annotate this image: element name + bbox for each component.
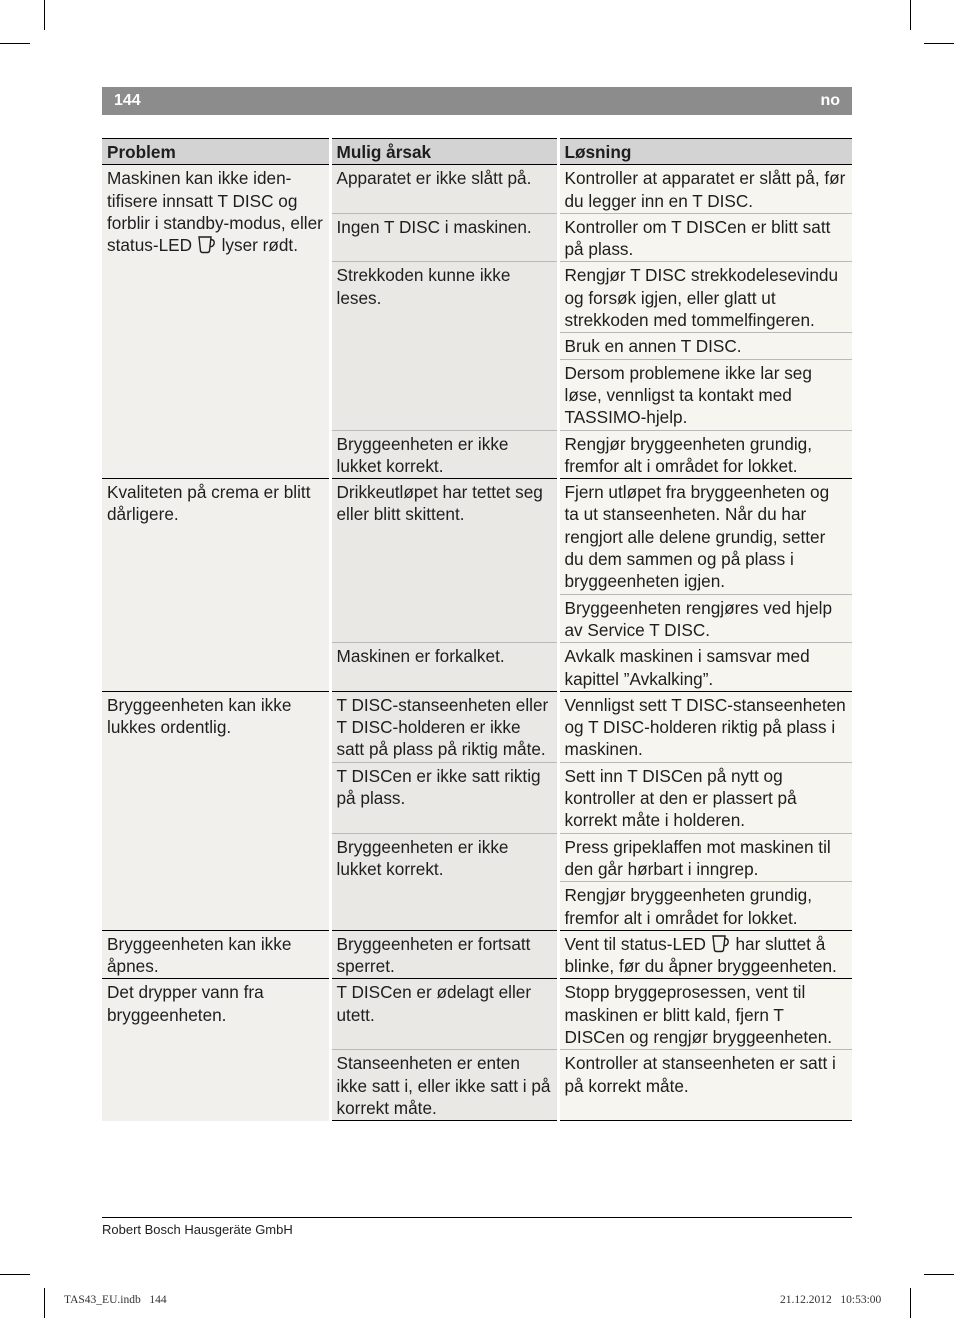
cup-led-icon	[197, 234, 217, 254]
table-row	[102, 691, 852, 762]
page-header-bar	[102, 87, 852, 115]
crop-mark	[910, 1288, 911, 1318]
solution-cell: Sett inn T DISCen på nytt og kontroller at den er plassert på korrekt måte i holderen.	[558, 762, 852, 833]
page-number: 144	[114, 92, 141, 109]
table-row	[102, 165, 852, 214]
solution-cell: Kontroller at apparatet er slått på, før du legger inn en T DISC.	[558, 165, 852, 214]
print-slug-datetime: 21.12.2012 10:53:00	[780, 1294, 882, 1306]
solution-cell: Bruk en annen T DISC.	[558, 333, 852, 359]
language-code: no	[820, 92, 840, 109]
troubleshooting-table	[102, 138, 852, 1121]
cause-cell: T DISCen er ikke satt riktig på plass.	[330, 762, 558, 833]
crop-mark	[44, 1288, 45, 1318]
cause-cell: Stanseenheten er enten ikke satt i, eller ikke satt i på korrekt måte.	[330, 1050, 558, 1121]
solution-cell: Avkalk maskinen i samsvar med kapittel ”Avkalking”.	[558, 643, 852, 692]
cause-cell: Bryggeenheten er fortsatt sperret.	[330, 930, 558, 979]
solution-cell: Press gripeklaffen mot maskinen til den går hørbart i inngrep.	[558, 833, 852, 882]
solution-cell: Stopp bryggeprosessen, vent til maskinen er blitt kald, fjern T DISCen og rengjør bryggeenheten.	[558, 979, 852, 1050]
solution-cell: Kontroller om T DISCen er blitt satt på plass.	[558, 213, 852, 262]
cause-cell: Bryggeenheten er ikke lukket korrekt.	[330, 430, 558, 479]
table-row	[102, 979, 852, 1050]
problem-cell: Det drypper vann fra bryggeenheten.	[102, 979, 330, 1121]
cause-cell: Strekkoden kunne ikke leses.	[330, 262, 558, 430]
cause-cell: T DISC-stanseenheten eller T DISC-holderen er ikke satt på plass på riktig måte.	[330, 691, 558, 762]
column-header-solution: Løsning	[558, 139, 852, 165]
crop-mark	[924, 43, 954, 44]
column-header-problem: Problem	[102, 139, 330, 165]
table-row	[102, 479, 852, 594]
cause-cell: Bryggeenheten er ikke lukket korrekt.	[330, 833, 558, 930]
crop-mark	[910, 0, 911, 30]
crop-mark	[0, 1274, 30, 1275]
crop-mark	[924, 1274, 954, 1275]
solution-cell: Rengjør bryggeenheten grundig, fremfor alt i området for lokket.	[558, 882, 852, 931]
cause-cell: Ingen T DISC i maskinen.	[330, 213, 558, 262]
table-row	[102, 930, 852, 979]
footer-company: Robert Bosch Hausgeräte GmbH	[102, 1222, 293, 1237]
problem-cell: Bryggeenheten kan ikke åpnes.	[102, 930, 330, 979]
print-slug-file: TAS43_EU.indb 144	[64, 1294, 167, 1306]
solution-cell: Vent til status-LED har sluttet å blinke, før du åpner bryggeenheten.	[558, 930, 852, 979]
solution-cell: Dersom problemene ikke lar seg løse, vennligst ta kontakt med TASSIMO-hjelp.	[558, 359, 852, 430]
cause-cell: Apparatet er ikke slått på.	[330, 165, 558, 214]
problem-cell: Kvaliteten på crema er blitt dårligere.	[102, 479, 330, 692]
solution-cell: Kontroller at stanseenheten er satt i på korrekt måte.	[558, 1050, 852, 1121]
cause-cell: Drikkeutløpet har tettet seg eller blitt skittent.	[330, 479, 558, 643]
table-header-row	[102, 139, 852, 165]
solution-cell: Fjern utløpet fra bryggeenheten og ta ut stanseenheten. Når du har rengjort alle delene grundig, setter du dem sammen og på plass i bryggeenheten igjen.	[558, 479, 852, 594]
crop-mark	[0, 43, 30, 44]
solution-cell: Rengjør T DISC strekkodelesevindu og forsøk igjen, eller glatt ut strekkoden med tommelfingeren.	[558, 262, 852, 333]
column-header-cause: Mulig årsak	[330, 139, 558, 165]
footer-divider	[102, 1217, 852, 1218]
solution-cell: Bryggeenheten rengjøres ved hjelp av Service T DISC.	[558, 594, 852, 643]
problem-cell: Bryggeenheten kan ikke lukkes ordentlig.	[102, 691, 330, 930]
cup-led-icon	[711, 933, 731, 953]
crop-mark	[44, 0, 45, 30]
solution-cell: Rengjør bryggeenheten grundig, fremfor alt i området for lokket.	[558, 430, 852, 479]
problem-cell: Maskinen kan ikke identifisere innsatt T DISC og forblir i standby-modus, eller status-LED lyser rødt.	[102, 165, 330, 479]
cause-cell: T DISCen er ødelagt eller utett.	[330, 979, 558, 1050]
cause-cell: Maskinen er forkalket.	[330, 643, 558, 692]
solution-cell: Vennligst sett T DISC-stanseenheten og T DISC-holderen riktig på plass i maskinen.	[558, 691, 852, 762]
